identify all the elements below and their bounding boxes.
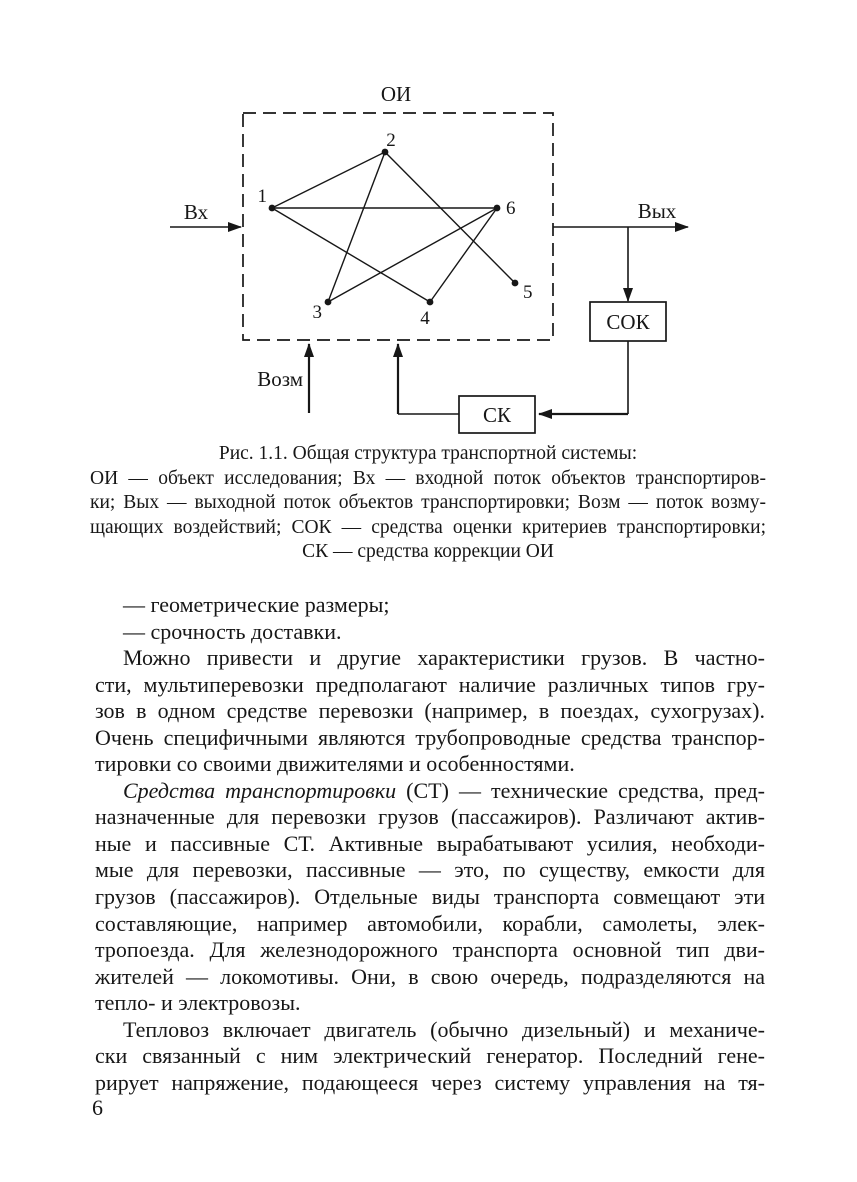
page-number: 6: [92, 1095, 103, 1120]
graph-edge: [385, 152, 515, 283]
graph-edge: [272, 208, 430, 302]
graph-edge: [272, 152, 385, 208]
body-line: тропоезда. Для железнодорожного транспорта основной тип дви-: [95, 937, 765, 963]
graph-node: [512, 280, 519, 287]
body-line: грузов (пассажиров). Отдельные виды транспорта совмещают эти: [95, 884, 765, 910]
body-line: [95, 778, 765, 805]
body-line: ски связанный с ним электрический генератор. Последний гене-: [95, 1043, 765, 1069]
body-line: назначенные для перевозки грузов (пассажиров). Различают актив-: [95, 804, 765, 830]
figure-diagram: [0, 0, 857, 470]
caption-line: Рис. 1.1. Общая структура транспортной системы:: [218, 443, 638, 464]
body-line: Очень специфичными являются трубопроводные средства транспор-: [95, 724, 765, 750]
caption-line: щающих воздействий; СОК — средства оценки критериев транспортировки;: [90, 516, 766, 538]
graph-node: [325, 299, 332, 306]
caption-line: ки; Вых — выходной поток объектов транспортировки; Возм — поток возму-: [90, 492, 766, 514]
graph-node-label: 6: [506, 198, 516, 219]
graph-node: [427, 299, 434, 306]
sk-label: СК: [482, 403, 512, 427]
caption-line: СК — средства коррекции ОИ: [302, 541, 554, 563]
list-item: — геометрические размеры;: [123, 592, 390, 617]
body-line: жителей — локомотивы. Они, в свою очередь, подразделяются на: [95, 963, 765, 989]
body-line: сти, мультиперевозки предполагают наличие различных типов гру-: [95, 671, 765, 697]
graph-node-label: 2: [386, 130, 396, 151]
body-line: Тепловоз включает двигатель (обычно дизельный) и механиче-: [123, 1016, 765, 1042]
graph-node-label: 3: [312, 302, 322, 323]
graph-node-label: 4: [420, 308, 430, 329]
body-line: мые для перевозки, пассивные — это, по существу, емкости для: [95, 857, 765, 883]
body-line: тепло- и электровозы.: [95, 990, 301, 1016]
body-line-rest: (СТ) — технические средства, пред-: [396, 777, 766, 803]
graph-node-label: 5: [523, 282, 533, 303]
disturbance-label: Возм: [257, 367, 303, 391]
graph-edge: [328, 152, 385, 302]
body-line: Можно привести и другие характеристики грузов. В частно-: [123, 645, 765, 671]
body-line: тировки со своими движителями и особенностями.: [95, 751, 575, 777]
graph-layer: [258, 130, 533, 329]
body-line: зов в одном средстве перевозки (например, в поездах, сухогрузах).: [95, 698, 765, 724]
graph-edge: [328, 208, 497, 302]
caption-line: ОИ — объект исследования; Вх — входной поток объектов транспортиров-: [90, 467, 766, 489]
graph-node-label: 1: [257, 186, 267, 207]
graph-node: [269, 205, 276, 212]
body-line: ные и пассивные СТ. Активные вырабатывают усилия, необходи-: [95, 830, 765, 856]
body-text: [95, 592, 765, 1096]
body-line: рирует напряжение, подающееся через систему управления на тя-: [95, 1069, 765, 1095]
figure-caption: [90, 442, 766, 565]
figure-region-label: ОИ: [380, 82, 412, 106]
output-flow-label: Вых: [637, 199, 677, 223]
body-line: составляющие, например автомобили, корабли, самолеты, элек-: [95, 910, 765, 936]
system-boundary-box: [243, 113, 553, 340]
input-flow-label: Вх: [183, 200, 209, 224]
graph-node: [494, 205, 501, 212]
sok-label: СОК: [606, 310, 650, 334]
list-item: — срочность доставки.: [123, 618, 342, 644]
italic-term: Средства транспортировки: [123, 777, 397, 803]
